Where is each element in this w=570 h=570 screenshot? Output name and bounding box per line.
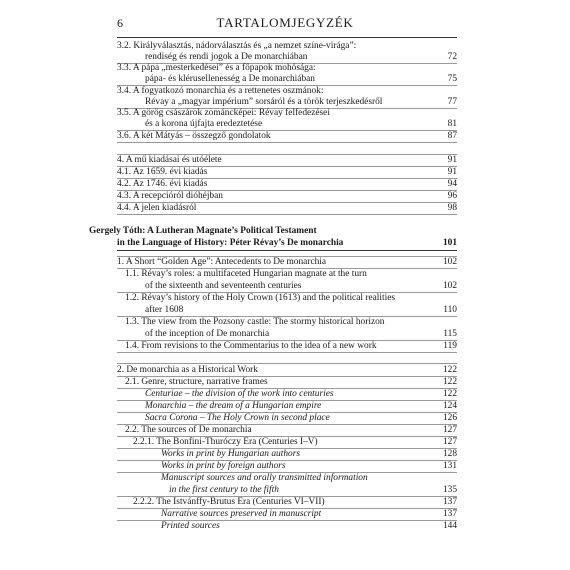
toc-entry: Monarchia – the dream of a Hungarian empire 124 bbox=[145, 401, 457, 411]
toc-entry: 1.4. From revisions to the Commentarius to the idea of a new work 119 bbox=[125, 341, 457, 351]
toc-entry: Manuscript sources and orally transmitted information bbox=[161, 473, 368, 483]
row-divider bbox=[117, 214, 457, 215]
toc-entry: 2. De monarchia as a Historical Work 122 bbox=[117, 365, 457, 375]
row-divider bbox=[117, 142, 457, 143]
row-divider bbox=[117, 352, 457, 353]
toc-entry: 3.4. A fogyatkozó monarchia és a rettenetes oszmánok: bbox=[117, 86, 324, 96]
toc-entry: 3.6. A két Mátyás – összegző gondolatok 87 bbox=[117, 131, 457, 141]
essay-rule bbox=[117, 250, 457, 251]
toc-entry: Sacra Corona – The Holy Crown in second place 126 bbox=[145, 413, 457, 423]
toc-entry: 1.2. Révay’s history of the Holy Crown (1613) and the political realities bbox=[125, 293, 395, 303]
toc-entry: 1. A Short “Golden Age”: Antecedents to De monarchia 102 bbox=[117, 257, 457, 267]
row-divider bbox=[117, 363, 457, 364]
toc-entry: Works in print by foreign authors 131 bbox=[161, 461, 457, 471]
header-rule bbox=[117, 37, 457, 38]
toc-entry: in the first century to the fifth 135 bbox=[169, 485, 457, 495]
toc-essay-title: Gergely Tóth: A Lutheran Magnate’s Political Testament bbox=[89, 226, 317, 236]
toc-entry: 4.2. Az 1746. évi kiadás 94 bbox=[117, 179, 457, 189]
toc-entry: 2.2. The sources of De monarchia 127 bbox=[125, 425, 457, 435]
toc-entry: rendiség és rendi jogok a De monarchiában 72 bbox=[145, 52, 457, 62]
toc-entry: 4.3. A recepcióról dióhéjban 96 bbox=[117, 191, 457, 201]
toc-entry: 2.2.2. The Istvánffy-Brutus Era (Centuries VI–VII) 137 bbox=[133, 497, 457, 507]
toc-entry: Works in print by Hungarian authors 128 bbox=[161, 449, 457, 459]
toc-entry: after 1608 110 bbox=[145, 305, 457, 315]
toc-entry: of the inception of De monarchia 115 bbox=[145, 329, 457, 339]
toc-entry: Printed sources 144 bbox=[161, 521, 457, 531]
toc-entry: Centuriae – the division of the work into centuries 122 bbox=[145, 389, 457, 399]
toc-entry: 1.3. The view from the Pozsony castle: The stormy historical horizon bbox=[125, 317, 385, 327]
toc-entry: 3.3. A pápa „mesterkedései” és a főpapok mohósága: bbox=[117, 63, 316, 73]
toc-entry: of the sixteenth and seventeenth centuries 102 bbox=[145, 281, 457, 291]
running-title: TARTALOMJEGYZÉK bbox=[216, 15, 354, 30]
toc-entry: 3.2. Királyválasztás, nádorválasztás és „a nemzet színe-virága”: bbox=[117, 41, 357, 51]
toc-entry: Révay a „magyar impérium” sorsáról és a török terjeszkedésről 77 bbox=[145, 97, 457, 107]
toc-entry: 2.2.1. The Bonfini-Thuróczy Era (Centuries I–V) 127 bbox=[133, 437, 457, 447]
toc-entry: 4.1. Az 1659. évi kiadás 91 bbox=[117, 167, 457, 177]
toc-entry: pápa- és klérusellenesség a De monarchiában 75 bbox=[145, 74, 457, 84]
toc-entry: Narrative sources preserved in manuscript 137 bbox=[161, 509, 457, 519]
toc-essay-title: in the Language of History: Péter Révay’s De monarchia 101 bbox=[117, 238, 457, 248]
toc-entry: 4. A mű kiadásai és utóélete 91 bbox=[117, 155, 457, 165]
toc-entry: 4.4. A jelen kiadásról 98 bbox=[117, 203, 457, 213]
toc-entry: 2.1. Genre, structure, narrative frames 122 bbox=[125, 377, 457, 387]
toc-entry: 1.1. Révay’s roles: a multifaceted Hungarian magnate at the turn bbox=[125, 269, 367, 279]
toc-entry: és a korona újfajta eredeztetése 81 bbox=[145, 119, 457, 129]
toc-entry: 3.5. A görög császárok zománcképei: Révay felfedezései bbox=[117, 108, 330, 118]
page-number: 6 bbox=[117, 16, 123, 30]
